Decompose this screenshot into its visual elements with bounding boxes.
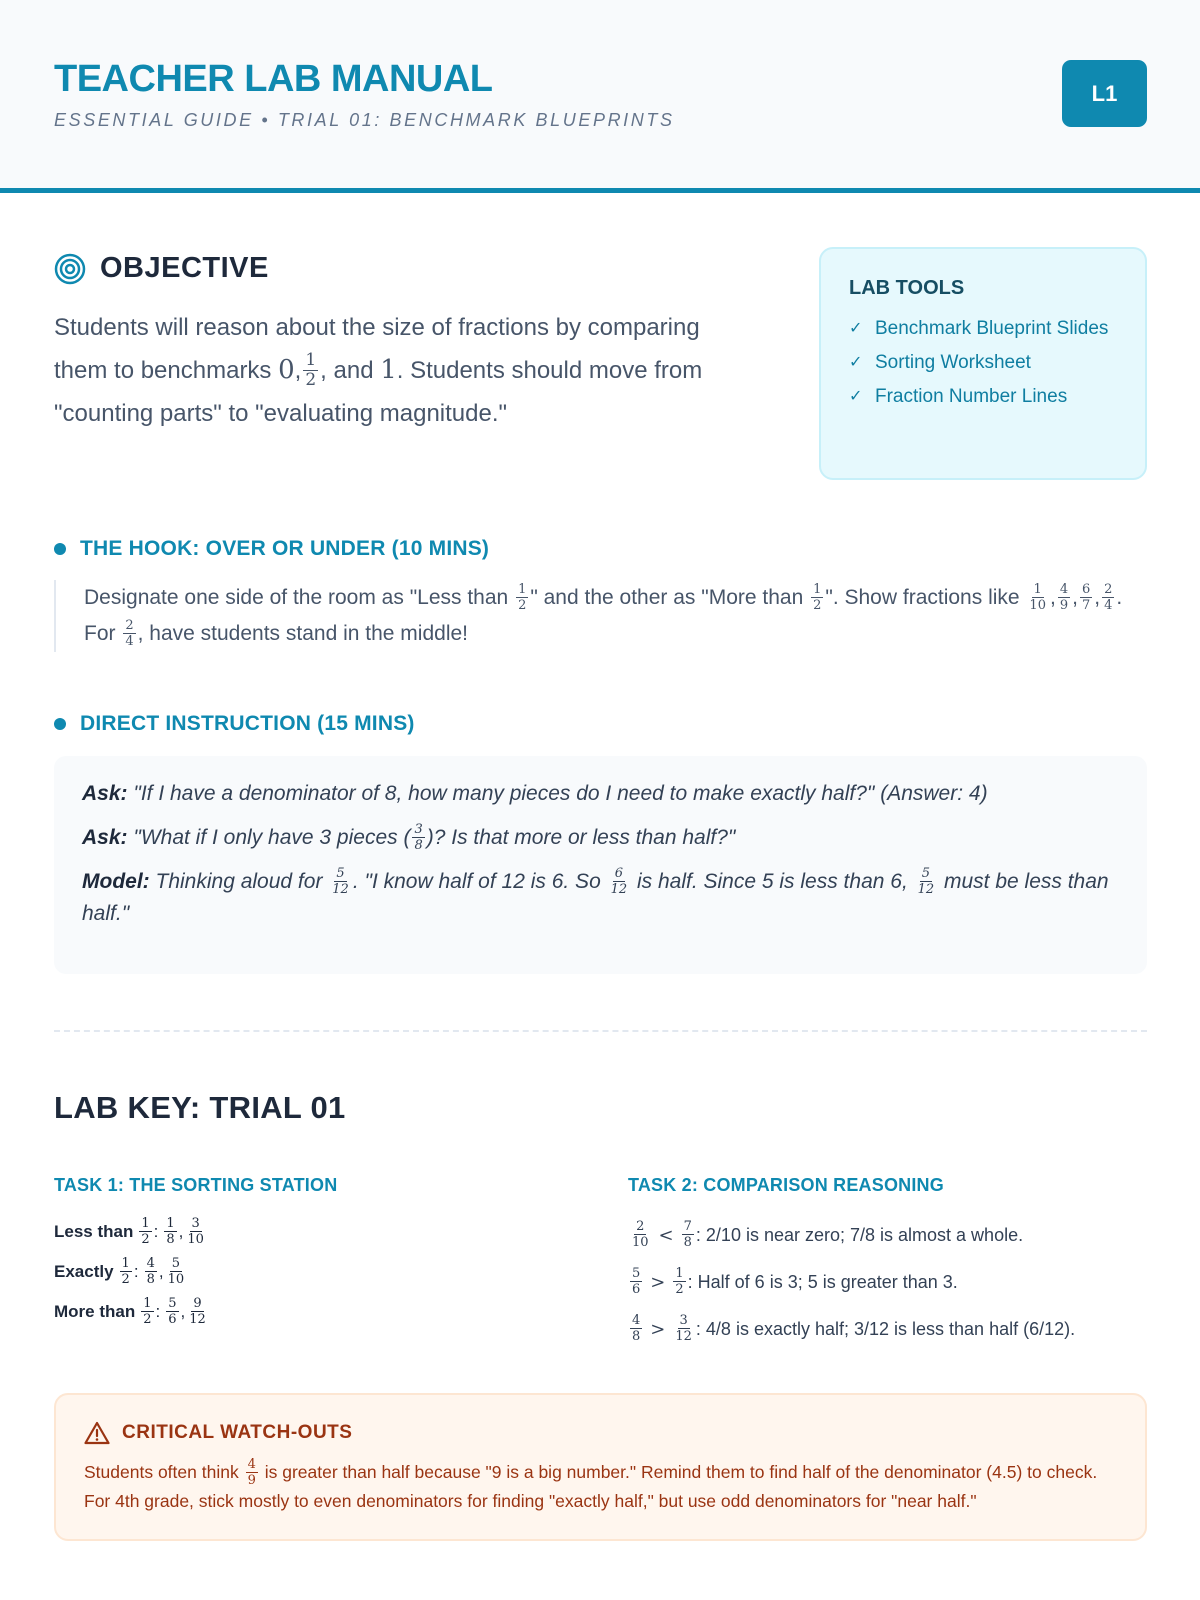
watch-outs-text: Students often think $\frac{4}{9}$ is greater than half because "9 is a big number." Remind them to find half of the denominator (4.5) to check. For 4th grade, stick mostly to even denominators for finding "exactly half," but use odd denominators for "near half." [84,1457,1098,1511]
lab-key-title: LAB KEY: TRIAL 01 [54,1090,346,1125]
sort-row: More than $\frac{1}{2}$ : $\frac{5}{6}$ , $\frac{9}{12}$ [54,1295,206,1327]
check-icon: ✓ [849,388,863,405]
bullet-dot [54,718,66,730]
sort-row: Less than $\frac{1}{2}$ : $\frac{1}{8}$ , $\frac{3}{10}$ [54,1215,204,1247]
page-subtitle: ESSENTIAL GUIDE • TRIAL 01: BENCHMARK BLUEPRINTS [54,110,675,130]
task-1-title: TASK 1: THE SORTING STATION [54,1175,338,1195]
objective-title: OBJECTIVE [100,252,269,284]
hook-title: THE HOOK: OVER OR UNDER (10 MINS) [80,537,490,560]
direct-heading [54,712,415,736]
hook-heading [54,537,489,561]
watch-outs-heading: CRITICAL WATCH-OUTS [84,1421,1117,1445]
hook-text: Designate one side of the room as "Less than $\frac{1}{2}$ " and the other as "More than $\frac{1}{2}$ ". Show fractions like $\frac{1}{10}$ , $\frac{4}{9}$ , $\frac{6}{7}$ , $\frac{2}{4}$ . For $\frac{2}{4}$ , have students stand in the middle! [54,580,1147,652]
page-title: TEACHER LAB MANUAL [54,58,493,100]
lab-tools-panel [819,247,1147,480]
list-item: ✓ Sorting Worksheet [849,350,1117,376]
ask-1: Ask: "If I have a denominator of 8, how many pieces do I need to make exactly half?" (Answer: 4) [82,782,988,805]
task-1 [54,1175,574,1332]
list-item: ✓ Fraction Number Lines [849,384,1117,410]
check-icon: ✓ [849,354,863,371]
bullet-dot [54,543,66,555]
warning-triangle-icon [84,1421,110,1445]
list-item: ✓ Benchmark Blueprint Slides [849,316,1117,342]
direct-title: DIRECT INSTRUCTION (15 MINS) [80,712,415,735]
watch-outs-panel [54,1393,1147,1541]
sort-row: Exactly $\frac{1}{2}$ : $\frac{4}{8}$ , $\frac{5}{10}$ [54,1255,185,1287]
comparison-row: $\frac{4}{8}$ > $\frac{3}{12}$ : 4/8 is exactly half; 3/12 is less than half (6/12). [632,1313,1076,1344]
task-2-title: TASK 2: COMPARISON REASONING [628,1175,944,1195]
page-header [0,0,1200,193]
task-2 [628,1175,1168,1353]
check-icon: ✓ [849,320,863,337]
objective-text: Students will reason about the size of fractions by comparing them to benchmarks 0, $\frac{1}{2}$ , and 1. Students should move from "counting parts" to "evaluating magnitude." [54,314,703,427]
model: Model: Thinking aloud for $\frac{5}{12}$ . "I know half of 12 is 6. So $\frac{6}{12}$ is half. Since 5 is less than 6, $\frac{5}{12}$ must be less than half." [82,865,1109,925]
lesson-badge: L1 [1062,60,1147,127]
target-icon [54,253,86,285]
comparison-row: $\frac{2}{10}$ < $\frac{7}{8}$ : 2/10 is near zero; 7/8 is almost a whole. [632,1219,1024,1250]
ask-2: Ask: "What if I only have 3 pieces ( $\frac{3}{8}$ )? Is that more or less than half?" [82,821,736,853]
direct-instruction-box [54,756,1147,974]
objective-heading [54,252,269,285]
divider [54,1030,1147,1032]
comparison-row: $\frac{5}{6}$ > $\frac{1}{2}$ : Half of 6 is 3; 5 is greater than 3. [632,1266,958,1297]
lab-tools-title: LAB TOOLS [849,277,965,299]
